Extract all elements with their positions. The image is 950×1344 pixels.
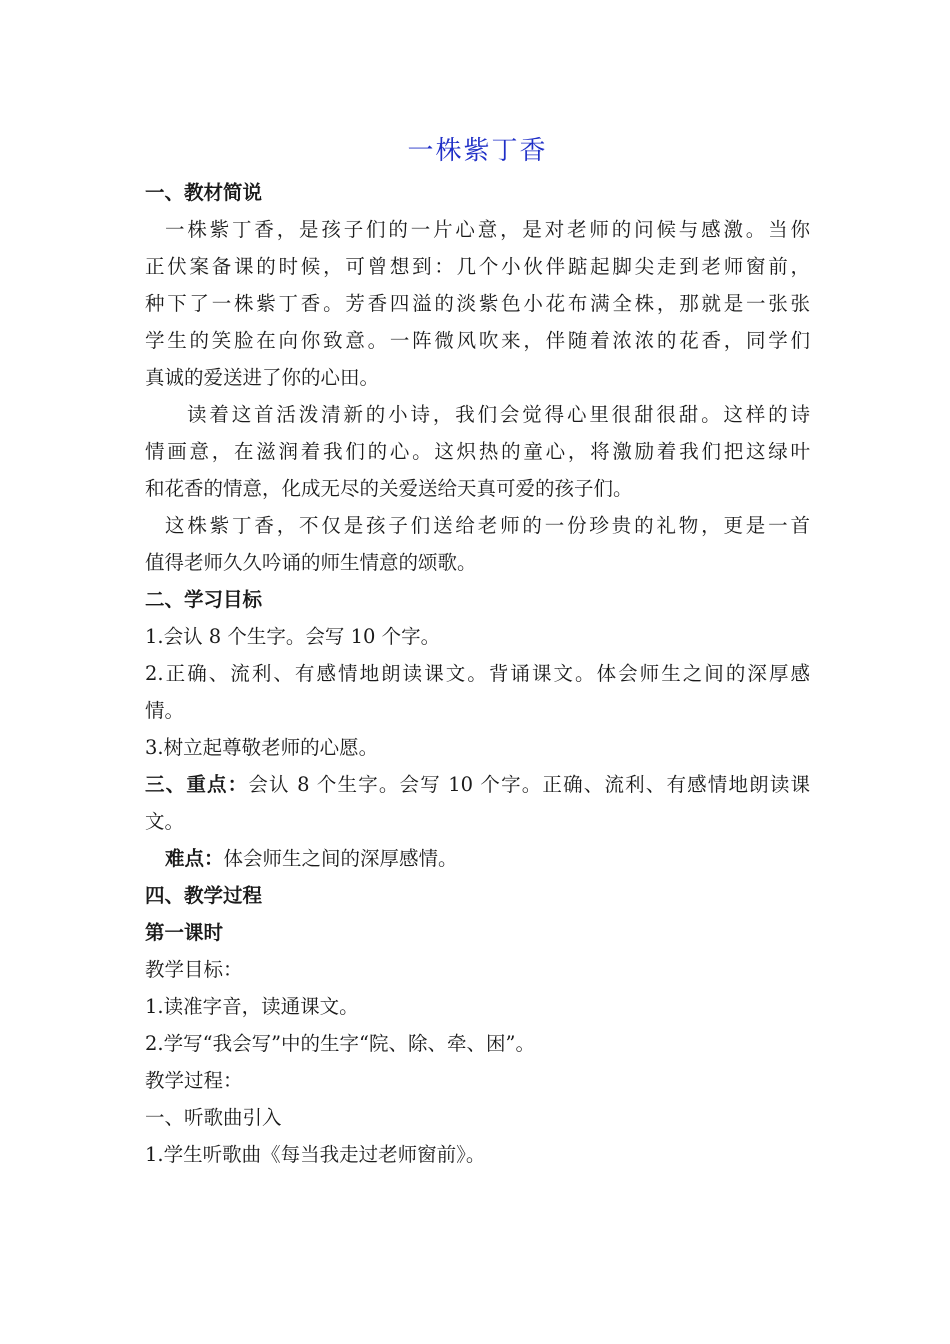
objective-item: 1.读准字音，读通课文。 [145, 995, 359, 1018]
paragraph-line: 真诚的爱送进了你的心田。 [145, 366, 380, 389]
paragraph-line: 情画意，在滋润着我们的心。这炽热的童心，将激励着我们把这绿叶 [145, 440, 810, 463]
paragraph-line: 值得老师久久吟诵的师生情意的颂歌。 [145, 551, 477, 574]
section-heading-materials: 一、教材简说 [145, 181, 263, 204]
paragraph-line: 一株紫丁香，是孩子们的一片心意，是对老师的问候与感激。当你 [165, 218, 810, 241]
goal-item: 3.树立起尊敬老师的心愿。 [145, 736, 379, 759]
document-title: 一株紫丁香 [407, 136, 548, 166]
paragraph-line: 种下了一株紫丁香。芳香四溢的淡紫色小花布满全株，那就是一张张 [145, 292, 810, 315]
document-page [145, 128, 810, 1173]
paragraph-line: 正伏案备课的时候，可曾想到：几个小伙伴踮起脚尖走到老师窗前， [145, 255, 810, 278]
lesson-heading: 第一课时 [145, 921, 224, 944]
difficulty-label: 难点： [165, 847, 224, 870]
paragraph-line: 和花香的情意，化成无尽的关爱送给天真可爱的孩子们。 [145, 477, 633, 500]
key-points-label: 三、重点： [145, 773, 249, 796]
goal-item: 1.会认 8 个生字。会写 10 个字。 [145, 625, 441, 648]
goal-item: 情。 [145, 699, 185, 722]
paragraph-line: 这株紫丁香，不仅是孩子们送给老师的一份珍贵的礼物，更是一首 [165, 514, 810, 537]
section-heading-goals: 二、学习目标 [145, 588, 263, 611]
paragraph-line: 读着这首活泼清新的小诗，我们会觉得心里很甜很甜。这样的诗 [187, 403, 810, 426]
section-heading-process: 四、教学过程 [145, 884, 263, 907]
difficulty-text: 体会师生之间的深厚感情。 [223, 847, 458, 870]
goal-item: 2.正确、流利、有感情地朗读课文。背诵课文。体会师生之间的深厚感 [145, 662, 810, 685]
objectives-label: 教学目标： [145, 958, 243, 981]
key-points-text: 会认 8 个生字。会写 10 个字。正确、流利、有感情地朗读课 [248, 773, 810, 796]
paragraph-line: 学生的笑脸在向你致意。一阵微风吹来，伴随着浓浓的花香，同学们 [145, 329, 810, 352]
difficulty-line [145, 840, 810, 877]
key-points-line [145, 766, 810, 803]
key-points-line: 文。 [145, 810, 185, 833]
step-heading: 一、听歌曲引入 [145, 1106, 282, 1129]
step-item: 1.学生听歌曲《每当我走过老师窗前》。 [145, 1143, 486, 1166]
objective-item: 2.学写“我会写”中的生字“院、除、牵、困”。 [145, 1032, 535, 1055]
process-label: 教学过程： [145, 1069, 243, 1092]
